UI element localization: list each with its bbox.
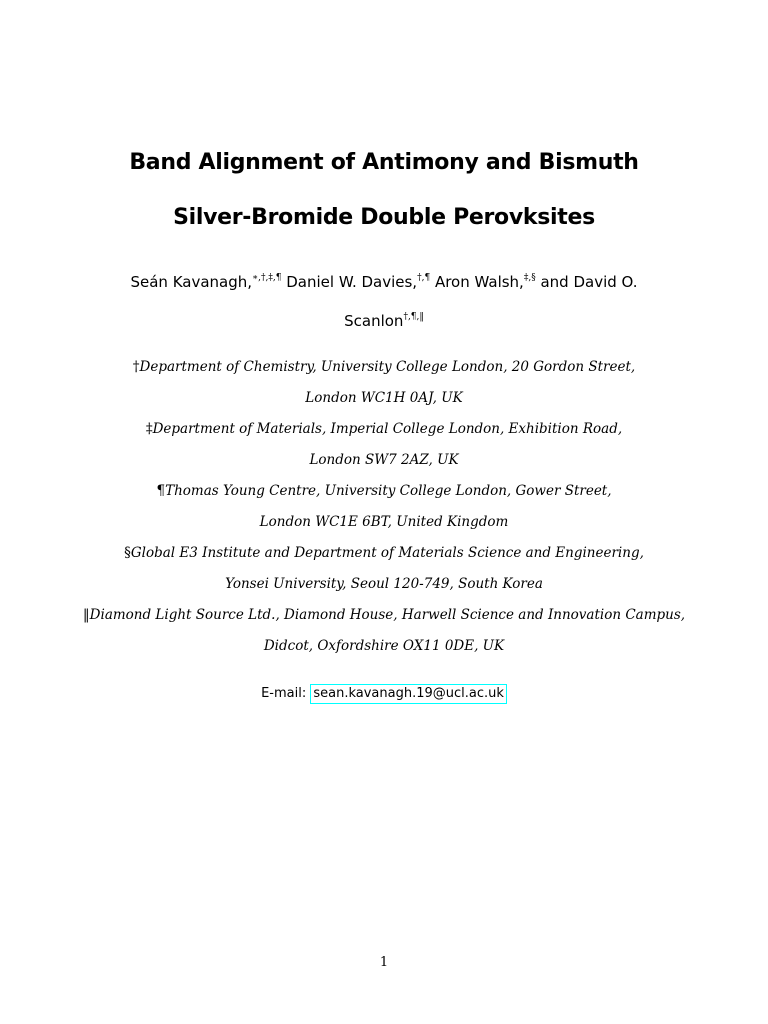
paper-title-line-1: Band Alignment of Antimony and Bismuth: [129, 150, 639, 175]
affiliation-chemistry-ucl-line-1: †Department of Chemistry, University College London, 20 Gordon Street,: [132, 359, 636, 375]
author-davies: Daniel W. Davies,: [286, 273, 418, 291]
author-and-text: and David O.: [540, 273, 638, 291]
affiliation-mark: †: [132, 359, 140, 375]
contact-email: [0, 684, 768, 704]
author-kavanagh-affil-marks: ∗,†,‡,¶: [252, 273, 282, 283]
affiliation-diamond-line-2: Didcot, Oxfordshire OX11 0DE, UK: [263, 638, 505, 654]
affiliation-diamond-line-1: ‖Diamond Light Source Ltd., Diamond House, Harwell Science and Innovation Campus,: [82, 607, 686, 623]
author-list-line-1: [0, 273, 768, 291]
affiliation-yonsei-line-1: §Global E3 Institute and Department of Materials Science and Engineering,: [124, 545, 644, 561]
affiliation-yonsei-line-2: Yonsei University, Seoul 120-749, South Korea: [225, 576, 543, 592]
affiliation-mark: ‡: [145, 421, 153, 437]
email-label: E-mail:: [261, 686, 307, 701]
affiliation-materials-imperial-line-1: ‡Department of Materials, Imperial College London, Exhibition Road,: [145, 421, 623, 437]
author-kavanagh: Seán Kavanagh,: [130, 273, 253, 291]
author-walsh: Aron Walsh,: [434, 273, 524, 291]
author-list-line-2: [0, 312, 768, 330]
author-scanlon: Scanlon: [344, 312, 404, 330]
affiliation-mark: ‖: [82, 607, 90, 623]
affiliation-thomas-young-line-2: London WC1E 6BT, United Kingdom: [259, 514, 509, 530]
author-davies-affil-marks: †,¶: [417, 273, 431, 283]
author-walsh-affil-marks: ‡,§: [523, 273, 536, 283]
affiliation-mark: ¶: [156, 483, 166, 499]
page-number: 1: [379, 955, 389, 970]
email-link[interactable]: sean.kavanagh.19@ucl.ac.uk: [310, 684, 507, 704]
author-scanlon-affil-marks: †,¶,‖: [403, 312, 424, 322]
paper-title-line-2: Silver-Bromide Double Perovksites: [173, 205, 595, 230]
affiliation-thomas-young-line-1: ¶Thomas Young Centre, University College London, Gower Street,: [156, 483, 612, 499]
affiliation-materials-imperial-line-2: London SW7 2AZ, UK: [309, 452, 459, 468]
affiliation-mark: §: [124, 545, 131, 561]
affiliation-chemistry-ucl-line-2: London WC1H 0AJ, UK: [305, 390, 463, 406]
